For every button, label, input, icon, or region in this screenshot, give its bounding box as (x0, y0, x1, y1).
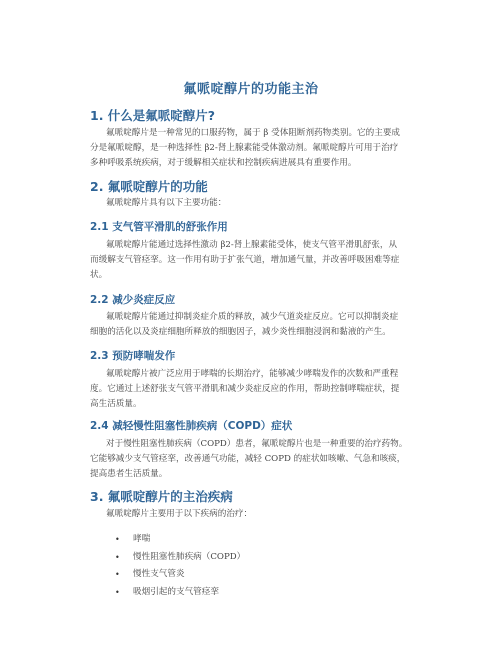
paragraph-line: 氟哌啶醇片能通过选择性激动 β2-肾上腺素能受体，使支气管平滑肌舒张，从 (106, 240, 398, 250)
document-title: 氟哌啶醇片的功能主治 (183, 82, 319, 97)
list-item (0, 531, 245, 549)
section-3-intro (90, 507, 416, 522)
paragraph-line: 状。 (90, 270, 108, 280)
list-item-text: 慢性支气管炎 (133, 569, 185, 579)
disease-list (0, 531, 245, 601)
subsection-heading-2-2: 2.2 减少炎症反应 (90, 294, 176, 306)
list-item-text: 吸烟引起的支气管痉挛 (133, 586, 219, 597)
section-heading-2: 2. 氟哌啶醇片的功能 (90, 179, 208, 194)
paragraph-line: 多种呼吸系统疾病，对于缓解相关症状和控制疾病进展具有重要作用。 (90, 158, 357, 168)
subsection-2-2-paragraph (90, 310, 416, 340)
section-heading-3: 3. 氟哌啶醇片的主治疾病 (90, 489, 233, 504)
bullet-icon: • (115, 587, 120, 597)
subsection-2-3-paragraph (90, 367, 416, 412)
list-item-text: 哮喘 (133, 534, 151, 544)
section-1-paragraph (90, 126, 416, 171)
list-item (0, 566, 245, 584)
subsection-heading-2-4: 2.4 减轻慢性阻塞性肺疾病（COPD）症状 (90, 420, 293, 432)
section-heading-1: 1. 什么是氟哌啶醇片? (90, 108, 216, 123)
subsection-heading-2-3: 2.3 预防哮喘发作 (90, 350, 176, 362)
paragraph-line: 氟哌啶醇片能通过抑制炎症介质的释放，减少气道炎症反应。它可以抑制炎症 (106, 312, 399, 322)
subsection-heading-2-1: 2.1 支气管平滑肌的舒张作用 (90, 221, 228, 233)
paragraph-line: 它能够减少支气管痉挛，改善通气功能，减轻 COPD 的症状如咳嗽、气急和咳痰， (90, 454, 406, 464)
paragraph-line: 度。它通过上述舒张支气管平滑肌和减少炎症反应的作用，帮助控制哮喘症状，提 (90, 384, 400, 394)
paragraph-line: 对于慢性阻塞性肺疾病（COPD）患者，氟哌啶醇片也是一种重要的治疗药物。 (106, 439, 408, 449)
list-item (0, 549, 245, 567)
bullet-icon: • (115, 535, 120, 544)
paragraph-line: 细胞的活化以及炎症细胞所释放的细胞因子，减少炎性细胞浸润和黏液的产生。 (90, 327, 391, 337)
section-2-intro (90, 196, 416, 211)
paragraph-line: 高生活质量。 (90, 399, 142, 409)
paragraph-line: 分是氟哌啶醇，是一种选择性 β2-肾上腺素能受体激动剂。氟哌啶醇片可用于治疗 (90, 143, 399, 153)
paragraph-line: 氟哌啶醇片是一种常见的口服药物，属于 β 受体阻断剂药物类别。它的主要成 (106, 128, 401, 138)
list-item-text: 慢性阻塞性肺疾病（COPD） (133, 551, 246, 562)
list-item (0, 584, 245, 602)
bullet-icon: • (115, 552, 120, 562)
paragraph-line: 氟哌啶醇片被广泛应用于哮喘的长期治疗，能够减少哮喘发作的次数和严重程 (106, 369, 399, 379)
paragraph-line: 而缓解支气管痉挛。这一作用有助于扩张气道，增加通气量，并改善呼吸困难等症 (90, 255, 400, 265)
paragraph-line: 提高患者生活质量。 (90, 469, 168, 479)
subsection-2-1-paragraph (90, 238, 416, 283)
paragraph-line: 氟哌啶醇片主要用于以下疾病的治疗： (106, 509, 253, 519)
paragraph-line: 氟哌啶醇片具有以下主要功能： (106, 198, 227, 208)
bullet-icon: • (115, 570, 120, 579)
subsection-2-4-paragraph (90, 437, 416, 482)
